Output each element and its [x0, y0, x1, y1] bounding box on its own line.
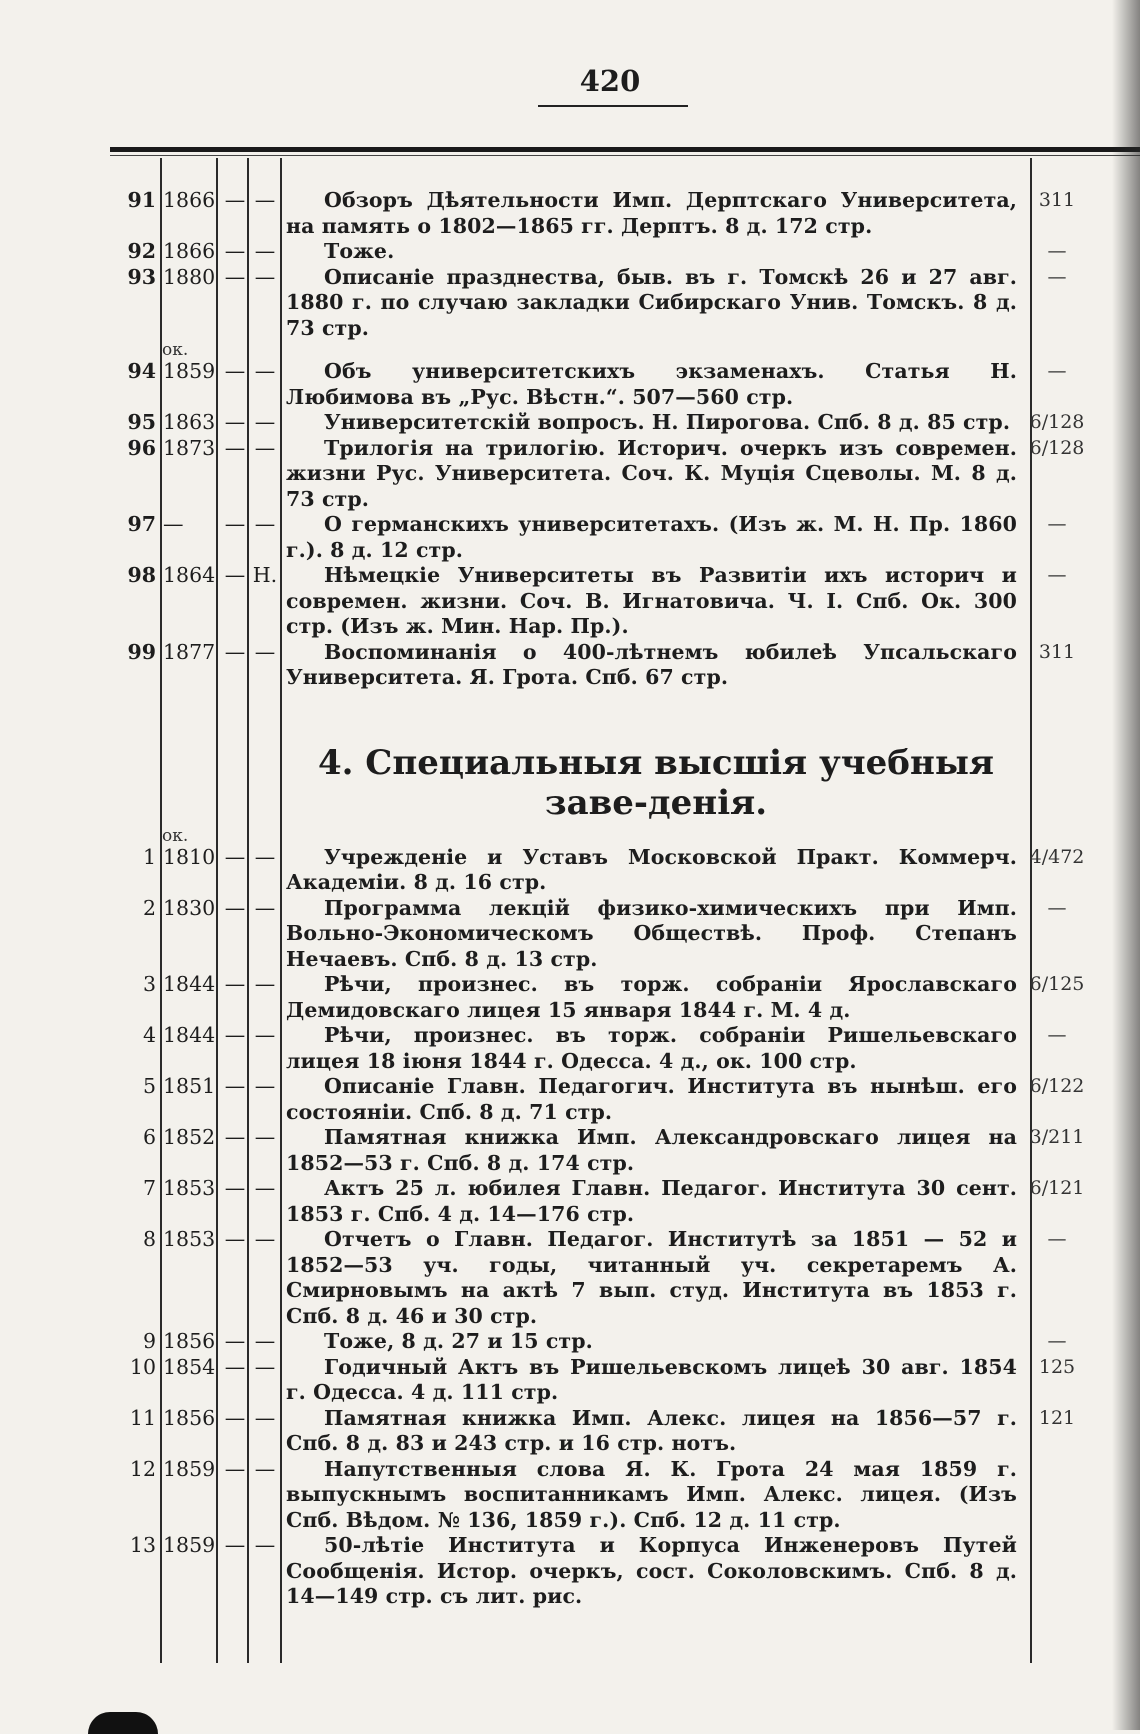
list-item [120, 1329, 1120, 1355]
entry-col-a: — [224, 844, 246, 869]
entry-col-b: — [254, 1176, 276, 1200]
entry-year: 1866 [163, 239, 216, 263]
list-item [120, 1125, 1120, 1176]
entry-description: Нѣмецкіе Университеты въ Развитіи ихъ историч и современ. жизни. Соч. В. Игнатовича. Ч. I. Спб. Ок. 300 стр. (Изъ ж. Мин. Нар. Пр.). [286, 563, 1017, 638]
entry-col-a: — [224, 264, 246, 289]
entry-col-a: — [224, 1329, 246, 1353]
list-item [120, 265, 1120, 342]
entry-col-a: — [224, 1405, 246, 1430]
entry-col-b: — [254, 1329, 276, 1353]
entry-year: 1844 [163, 1023, 216, 1047]
entry-year: 1873 [163, 435, 216, 460]
entry-shelf-mark: — [1047, 896, 1067, 919]
entry-year: 1859 [163, 1533, 216, 1557]
entry-col-b: — [254, 512, 276, 536]
entry-description: Университетскій вопросъ. Н. Пирогова. Спб. 8 д. 85 стр. [324, 410, 1011, 434]
right-edge-shadow [1112, 0, 1140, 1730]
entry-description: Описаніе празднества, быв. въ г. Томскѣ 26 и 27 авг. 1880 г. по случаю закладки Сибирскаго Унив. Томскъ. 8 д. 73 стр. [286, 264, 1017, 340]
entry-description: Годичный Актъ въ Ришельевскомъ лицеѣ 30 авг. 1854 г. Одесса. 4 д. 111 стр. [286, 1354, 1017, 1404]
list-item [120, 359, 1120, 410]
entry-shelf-mark: — [1047, 1228, 1067, 1250]
entry-col-b: — [254, 1227, 276, 1251]
entry-col-a: — [224, 1074, 246, 1098]
entry-col-b: — [254, 188, 276, 212]
entry-description: Напутственныя слова Я. К. Грота 24 мая 1859 г. выпускнымъ воспитанникамъ Имп. Алекс. лицея. (Изъ Спб. Вѣдом. № 136, 1859 г.). Спб. 12 д. 11 стр. [286, 1456, 1017, 1532]
list-item [120, 410, 1120, 436]
entry-shelf-mark: 6/128 [1029, 436, 1085, 459]
list-item [120, 972, 1120, 1023]
entry-number: 97 [127, 512, 156, 536]
entry-shelf-mark: — [1047, 564, 1067, 586]
entry-year: 1853 [163, 1176, 216, 1200]
list-item [120, 1023, 1120, 1074]
entry-col-b: — [254, 410, 276, 434]
entry-number: 99 [127, 639, 156, 664]
entry-shelf-mark: — [1047, 1330, 1067, 1352]
entry-shelf-mark: 311 [1038, 189, 1076, 211]
entry-year: 1856 [163, 1329, 216, 1353]
entry-number: 1 [142, 844, 156, 869]
entry-col-b: — [254, 1456, 276, 1481]
list-item [120, 640, 1120, 691]
list-item [120, 1074, 1120, 1125]
entry-shelf-mark: 6/121 [1029, 1177, 1085, 1199]
entry-year: 1852 [163, 1125, 216, 1149]
list-item [120, 436, 1120, 513]
entry-col-a: — [224, 1456, 246, 1481]
entry-shelf-mark: — [1047, 1024, 1067, 1046]
entry-year: 1863 [163, 410, 216, 434]
entry-number: 94 [127, 359, 156, 383]
entry-col-a: — [224, 239, 246, 263]
entry-number: 6 [142, 1125, 156, 1149]
page-number-underline [538, 105, 688, 107]
page-content [120, 188, 1120, 1610]
entry-col-a: — [224, 512, 246, 536]
section-heading: 4. Специальныя высшія учебныя заве-денія. [317, 742, 995, 823]
entry-number: 95 [127, 410, 156, 434]
entry-col-a: — [224, 359, 246, 383]
entry-col-b: — [254, 1023, 276, 1047]
entry-description: Описаніе Главн. Педагогич. Института въ нынѣш. его состояніи. Спб. 8 д. 71 стр. [286, 1074, 1017, 1124]
entry-description: Памятная книжка Имп. Александровскаго лицея на 1852—53 г. Спб. 8 д. 174 стр. [286, 1125, 1017, 1175]
entry-col-a: — [224, 1227, 246, 1251]
list-item [120, 188, 1120, 239]
entry-description: Трилогія на трилогію. Историч. очеркъ изъ современ. жизни Рус. Университета. Соч. К. Муція Сцеволы. М. 8 д. 73 стр. [286, 435, 1017, 511]
entry-shelf-mark: 6/125 [1029, 973, 1085, 995]
entry-shelf-mark: 4/472 [1029, 845, 1085, 868]
entry-year: 1856 [163, 1405, 216, 1430]
top-rule-thin [110, 155, 1140, 156]
entry-number: 12 [129, 1456, 156, 1481]
entry-shelf-mark: — [1047, 513, 1067, 535]
entry-year: 1830 [163, 895, 216, 920]
list-item [120, 1176, 1120, 1227]
entry-number: 13 [129, 1533, 156, 1557]
entry-description: Тоже, 8 д. 27 и 15 стр. [324, 1329, 593, 1353]
entry-description: Объ университетскихъ экзаменахъ. Статья Н. Любимова въ „Рус. Вѣстн.“. 507—560 стр. [286, 359, 1017, 409]
entry-col-b: — [254, 1354, 276, 1379]
entry-col-b: — [254, 895, 276, 920]
entry-shelf-mark: — [1047, 240, 1067, 262]
entry-number: 3 [142, 972, 156, 996]
entry-number: 10 [129, 1354, 156, 1379]
entry-year: 1859 [163, 1456, 216, 1481]
list-item [120, 845, 1120, 896]
entry-col-a: — [224, 1354, 246, 1379]
entries-universities [120, 188, 1120, 691]
entry-number: 91 [127, 188, 156, 212]
entry-col-b: — [254, 264, 276, 289]
entry-col-a: — [224, 188, 246, 212]
entry-shelf-mark: 3/211 [1029, 1126, 1085, 1148]
list-item [120, 512, 1120, 563]
list-item [120, 1406, 1120, 1457]
entry-description: Рѣчи, произнес. въ торж. собраніи Ярославскаго Демидовскаго лицея 15 января 1844 г. М. 4 д. [286, 972, 1017, 1022]
entry-col-b: — [254, 639, 276, 664]
entry-col-b: — [254, 1533, 276, 1557]
entry-col-a: — [224, 1533, 246, 1557]
entry-col-a: — [224, 972, 246, 996]
list-item [120, 896, 1120, 973]
entry-year: 1880 [163, 264, 216, 289]
entry-shelf-mark: 125 [1038, 1355, 1076, 1378]
top-rule [110, 147, 1140, 152]
entry-col-a: — [224, 639, 246, 664]
entry-description: Учрежденіе и Уставъ Московской Практ. Коммерч. Академіи. 8 д. 16 стр. [286, 844, 1017, 894]
entry-number: 5 [142, 1074, 156, 1098]
entry-col-b: Н. [252, 563, 278, 587]
entry-col-a: — [224, 435, 246, 460]
entry-description: Обзоръ Дѣятельности Имп. Дерптскаго Университета, на память о 1802—1865 гг. Дерптъ. 8 д. 172 стр. [286, 188, 1017, 238]
entry-number: 96 [127, 435, 156, 460]
list-item [120, 1227, 1120, 1329]
entry-col-b: — [254, 359, 276, 383]
entry-year: 1851 [163, 1074, 216, 1098]
entry-description: Отчетъ о Главн. Педагог. Институтѣ за 1851 — 52 и 1852—53 уч. годы, читанный уч. секретаремъ А. Смирновымъ на актѣ 7 вып. студ. Института въ 1853 г. Спб. 8 д. 46 и 30 стр. [286, 1227, 1017, 1328]
entry-number: 93 [127, 264, 156, 289]
entry-year: 1854 [163, 1354, 216, 1379]
list-item [120, 1457, 1120, 1534]
entry-description: Рѣчи, произнес. въ торж. собраніи Ришельевскаго лицея 18 іюня 1844 г. Одесса. 4 д., ок. 100 стр. [286, 1023, 1017, 1073]
entry-year: 1810 [163, 844, 216, 869]
entry-shelf-mark: — [1047, 360, 1067, 382]
entry-col-b: — [254, 1125, 276, 1149]
entry-year: 1864 [163, 563, 216, 587]
entry-description: Памятная книжка Имп. Алекс. лицея на 1856—57 г. Спб. 8 д. 83 и 243 стр. и 16 стр. нотъ. [286, 1405, 1017, 1455]
entry-col-b: — [254, 844, 276, 869]
entry-col-b: — [254, 239, 276, 263]
entry-description: Тоже. [324, 239, 395, 263]
entry-col-b: — [254, 1074, 276, 1098]
ok-label: ок. [162, 340, 189, 360]
list-item [120, 1355, 1120, 1406]
entry-description: О германскихъ университетахъ. (Изъ ж. М. Н. Пр. 1860 г.). 8 д. 12 стр. [286, 512, 1017, 562]
entry-description: Программа лекцій физико-химическихъ при Имп. Вольно-Экономическомъ Обществѣ. Проф. Степанъ Нечаевъ. Спб. 8 д. 13 стр. [286, 895, 1017, 971]
list-item [120, 563, 1120, 640]
entry-number: 98 [127, 563, 156, 587]
entry-shelf-mark: 311 [1038, 640, 1076, 663]
entry-description: 50-лѣтіе Института и Корпуса Инженеровъ Путей Сообщенія. Истор. очеркъ, сост. Соколовскимъ. Спб. 8 д. 14—149 стр. съ лит. рис. [286, 1533, 1017, 1608]
entry-col-a: — [224, 895, 246, 920]
entry-number: 11 [129, 1405, 156, 1430]
entry-number: 9 [142, 1329, 156, 1353]
entry-year: — [163, 512, 184, 536]
entry-col-b: — [254, 1405, 276, 1430]
entry-description: Воспоминанія о 400-лѣтнемъ юбилеѣ Упсальскаго Университета. Я. Грота. Спб. 67 стр. [286, 639, 1017, 689]
entry-number: 4 [142, 1023, 156, 1047]
entry-shelf-mark: — [1047, 265, 1067, 288]
entry-number: 7 [142, 1176, 156, 1200]
list-item [120, 1533, 1120, 1610]
entry-col-a: — [224, 1176, 246, 1200]
entry-col-a: — [224, 563, 246, 587]
entry-year: 1866 [163, 188, 216, 212]
entry-year: 1853 [163, 1227, 216, 1251]
entry-description: Актъ 25 л. юбилея Главн. Педагог. Института 30 сент. 1853 г. Спб. 4 д. 14—176 стр. [286, 1176, 1017, 1226]
entry-year: 1859 [163, 359, 216, 383]
page-number: 420 [579, 64, 641, 98]
entry-shelf-mark: 6/128 [1029, 411, 1085, 433]
entry-col-a: — [224, 1023, 246, 1047]
entry-col-a: — [224, 1125, 246, 1149]
entry-year: 1844 [163, 972, 216, 996]
entry-shelf-mark: 121 [1038, 1406, 1076, 1429]
entry-col-b: — [254, 435, 276, 460]
entry-number: 2 [142, 895, 156, 920]
entry-shelf-mark: 6/122 [1029, 1075, 1085, 1097]
ok-label: ок. [162, 825, 189, 846]
entry-col-a: — [224, 410, 246, 434]
list-item [120, 239, 1120, 265]
entries-special-schools [120, 827, 1120, 1610]
entry-col-b: — [254, 972, 276, 996]
ink-blot [88, 1712, 158, 1734]
entry-number: 92 [127, 239, 156, 263]
entry-year: 1877 [163, 639, 216, 664]
entry-number: 8 [142, 1227, 156, 1251]
